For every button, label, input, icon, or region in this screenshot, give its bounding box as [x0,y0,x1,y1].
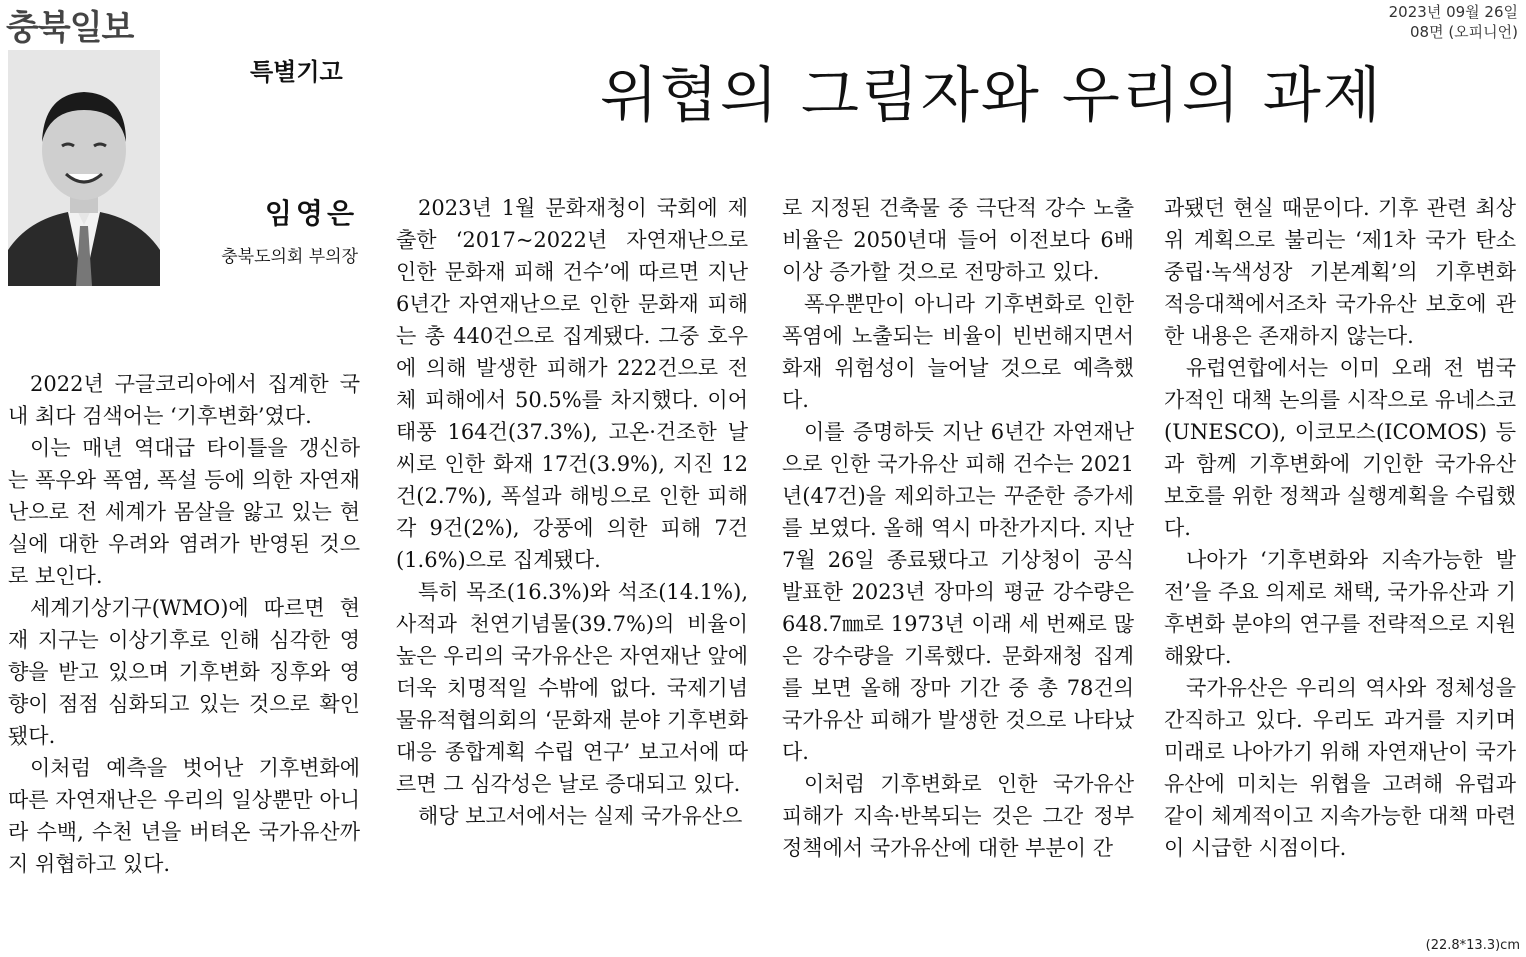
article-size-note: (22.8*13.3)cm [1425,938,1520,953]
paragraph: 해당 보고서에서는 실제 국가유산으 [418,804,743,828]
paragraph: 특히 목조(16.3%)와 석조(14.1%), 사적과 천연기념물(39.7%)의 비율이 높은 우리의 국가유산은 자연재난 앞에 더욱 치명적일 수밖에 없다. 국제기념물유적협의회의 ‘문화재 분야 기후변화 대응 종합계획 수립 연구’ 보고서에 따르면 그 심각성은 날로 증대되고 있다. [396,580,748,796]
paragraph: 유럽연합에서는 이미 오래 전 범국가적인 대책 논의를 시작으로 유네스코(UNESCO), 이코모스(ICOMOS) 등과 함께 기후변화에 기인한 국가유산 보호를 위한 정책과 실행계획을 수립했다. [1164,356,1516,540]
paragraph: 세계기상기구(WMO)에 따르면 현재 지구는 이상기후로 인해 심각한 영향을 받고 있으며 기후변화 징후와 영향이 점점 심화되고 있는 것으로 확인됐다. [8,596,360,748]
paragraph: 과됐던 현실 때문이다. 기후 관련 최상위 계획으로 불리는 ‘제1차 국가 탄소중립·녹색성장 기본계획’의 기후변화 적응대책에서조차 국가유산 보호에 관한 내용은 존재하지 않는다. [1164,196,1516,348]
author-title: 충북도의회 부의장 [221,247,358,267]
article-column-3 [782,192,1134,928]
publication-meta [1389,2,1518,42]
article-column-4 [1164,192,1516,928]
article-column-1 [8,368,360,928]
paragraph: 로 지정된 건축물 중 극단적 강수 노출 비율은 2050년대 들어 이전보다 6배 이상 증가할 것으로 전망하고 있다. [782,196,1134,284]
paragraph: 나아가 ‘기후변화와 지속가능한 발전’을 주요 의제로 채택, 국가유산과 기후변화 분야의 연구를 전략적으로 지원해왔다. [1164,548,1516,668]
newspaper-masthead: 충북일보 [6,8,134,48]
author-name: 임영은 [264,197,358,230]
publication-date: 2023년 09월 26일 [1388,3,1518,21]
article-column-2 [396,192,748,928]
paragraph: 이를 증명하듯 지난 6년간 자연재난으로 인한 국가유산 피해 건수는 2021년(47건)을 제외하고는 꾸준한 증가세를 보였다. 올해 역시 마찬가지다. 지난 7월 26일 종료됐다고 기상청이 공식 발표한 2023년 장마의 평균 강수량은 648.7㎜로 1973년 이래 세 번째로 많은 강수량을 기록했다. 문화재청 집계를 보면 올해 장마 기간 중 총 78건의 국가유산 피해가 발생한 것으로 나타났다. [782,420,1134,764]
paragraph: 이처럼 기후변화로 인한 국가유산 피해가 지속·반복되는 것은 그간 정부 정책에서 국가유산에 대한 부분이 간 [782,772,1134,860]
author-portrait-photo [8,50,160,286]
author-portrait-icon [8,50,160,286]
page-section: 08면 (오피니언) [1409,23,1518,41]
paragraph: 폭우뿐만이 아니라 기후변화로 인한 폭염에 노출되는 비율이 빈번해지면서 화재 위험성이 늘어날 것으로 예측했다. [782,292,1134,412]
section-label: 특별기고 [250,58,343,86]
article-headline: 위협의 그림자와 우리의 과제 [600,61,1383,131]
paragraph: 이처럼 예측을 벗어난 기후변화에 따른 자연재난은 우리의 일상뿐만 아니라 수백, 수천 년을 버텨온 국가유산까지 위협하고 있다. [8,756,360,876]
paragraph: 이는 매년 역대급 타이틀을 갱신하는 폭우와 폭염, 폭설 등에 의한 자연재난으로 전 세계가 몸살을 앓고 있는 현실에 대한 우려와 염려가 반영된 것으로 보인다. [8,436,360,588]
paragraph: 2022년 구글코리아에서 집계한 국내 최다 검색어는 ‘기후변화’였다. [8,372,360,428]
paragraph: 2023년 1월 문화재청이 국회에 제출한 ‘2017~2022년 자연재난으로 인한 문화재 피해 건수’에 따르면 지난 6년간 자연재난으로 인한 문화재 피해는 총 440건으로 집계됐다. 그중 호우에 의해 발생한 피해가 222건으로 전체 피해에서 50.5%를 차지했다. 이어 태풍 164건(37.3%), 고온·건조한 날씨로 인한 화재 17건(3.9%), 지진 12건(2.7%), 폭설과 해빙으로 인한 피해 각 9건(2%), 강풍에 의한 피해 7건(1.6%)으로 집계됐다. [396,196,748,572]
paragraph: 국가유산은 우리의 역사와 정체성을 간직하고 있다. 우리도 과거를 지키며 미래로 나아가기 위해 자연재난이 국가유산에 미치는 위협을 고려해 유럽과 같이 체계적이고 지속가능한 대책 마련이 시급한 시점이다. [1164,676,1516,860]
